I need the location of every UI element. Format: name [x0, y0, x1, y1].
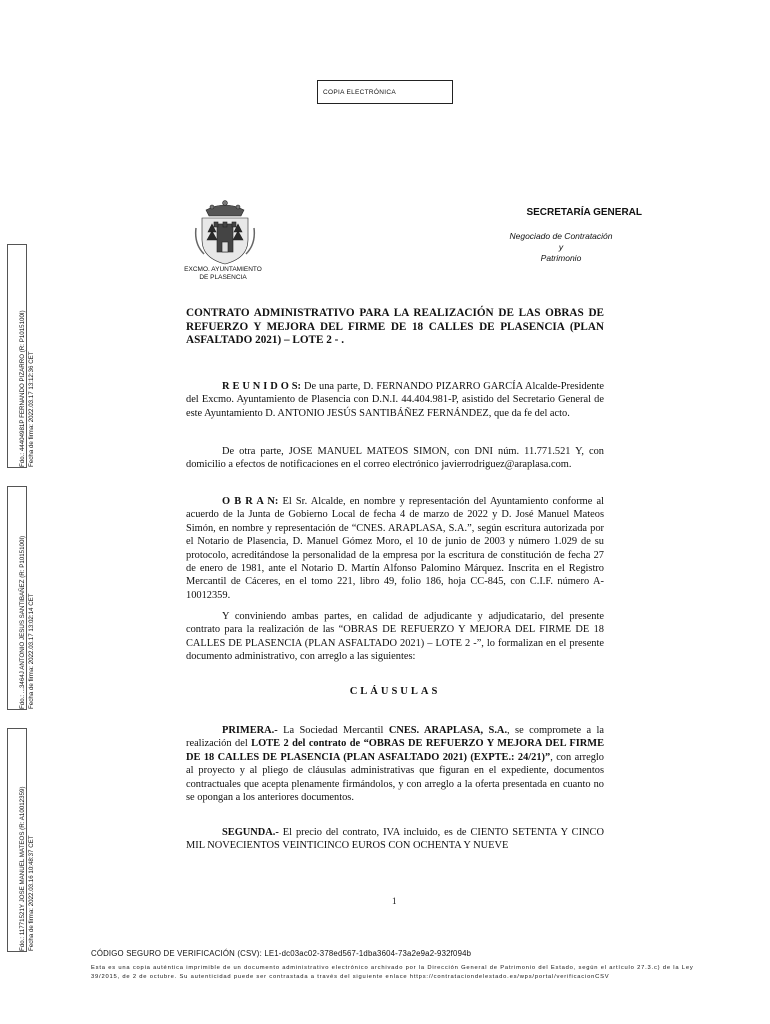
signature-box-2 — [7, 486, 35, 710]
signature-box-1 — [7, 244, 35, 468]
signature-2-date: Fecha de firma: 2022.03.17 13:02:14 CET — [28, 593, 35, 709]
primera-heading: PRIMERA.- — [222, 725, 278, 736]
segunda-text: El precio del contrato, IVA incluido, es de CIENTO SETENTA Y CINCO MIL NOVECIENTOS VEINTICINCO EUROS CON OCHENTA Y NUEVE — [186, 827, 604, 852]
obran-heading: O B R A N: — [222, 496, 279, 507]
signature-1-signer: Fdo.: 44404981P FERNANDO PIZARRO (R: P1015100I) — [19, 310, 26, 467]
primera-contract-name: LOTE 2 del contrato de “OBRAS DE REFUERZO Y MEJORA DEL FIRME DE 18 CALLES DE PLASENCIA (PLAN ASFALTADO 2021) (EXPTE.: 24/21)” — [186, 738, 604, 763]
department-subtitle — [480, 231, 642, 264]
subdept-line-1: Negociado de Contratación — [509, 231, 613, 241]
signature-1-date: Fecha de firma: 2022.03.17 13:12:36 CET — [28, 351, 35, 467]
primera-text-3: , con arreglo al proyecto y al pliego de cláusulas administrativas que figuran en el expediente, documentos contractuales que acepta plenamente firmándolos, y con arreglo a la oferta presentada en cuanto no se opongan a los anteriores documentos. — [186, 751, 605, 804]
document-title: CONTRATO ADMINISTRATIVO PARA LA REALIZACIÓN DE LAS OBRAS DE REFUERZO Y MEJORA DEL FIRME DE 18 CALLES DE PLASENCIA (PLAN ASFALTADO 2021) – LOTE 2 - . — [186, 307, 604, 346]
department-title: SECRETARÍA GENERAL — [526, 207, 642, 218]
crest-caption-line-1: EXCMO. AYUNTAMIENTO — [184, 266, 262, 273]
conviniendo-paragraph: Y conviniendo ambas partes, en calidad de adjudicante y adjudicatario, del presente contrato para la realización de las “OBRAS DE REFUERZO Y MEJORA DEL FIRME DE 18 CALLES DE PLASENCIA (PLAN ASFALTADO 2021) – LOTE 2 -”, lo formalizan en el presente documento administrativo, con arreglo a las siguientes: — [186, 611, 604, 663]
signature-2-signer: Fdo.: ...3464J ANTONIO JESUS SANTIBAÑEZ (R: P1015100I) — [19, 535, 26, 709]
page-number: 1 — [392, 896, 397, 906]
subdept-line-3: Patrimonio — [540, 253, 582, 263]
signature-3 — [18, 786, 36, 951]
segunda-clause — [186, 826, 604, 853]
crest-caption — [178, 266, 268, 282]
footer-note: Esta es una copia auténtica imprimible de un documento administrativo electrónico archivado por la Dirección General de Patrimonio del Estado, según el artículo 27.3.c) de la Ley 39/2015, de 2 de octubre. Su autenticidad puede ser contrastada a través del siguiente enlace https://contrataciondelestado.es/wps/portal/verificacionCSV — [91, 965, 694, 980]
primera-text-2: , se compromete a la realización del — [186, 725, 605, 750]
copy-label: COPIA ELECTRÓNICA — [317, 80, 453, 104]
primera-clause — [186, 724, 604, 804]
otra-parte-paragraph: De otra parte, JOSE MANUEL MATEOS SIMON, con DNI núm. 11.771.521 Y, con domicilio a efectos de notificaciones en el correo electrónico javierrodriguez@araplasa.com. — [186, 446, 604, 471]
reunidos-heading: R E U N I D O S: — [222, 381, 301, 392]
crest-caption-line-2: DE PLASENCIA — [199, 274, 247, 281]
signature-3-date: Fecha de firma: 2022.03.16 10:48:37 CET — [28, 835, 35, 951]
subdept-line-2: y — [558, 242, 564, 252]
obran-paragraph — [186, 495, 604, 602]
csv-code: CÓDIGO SEGURO DE VERIFICACIÓN (CSV): LE1-dc03ac02-378ed567-1dba3604-73a2e9a2-932f094b — [91, 949, 472, 958]
primera-text-1: La Sociedad Mercantil — [277, 725, 389, 736]
clausulas-heading: CLÁUSULAS — [349, 686, 441, 697]
signature-2 — [18, 536, 36, 709]
reunidos-paragraph — [186, 380, 604, 420]
segunda-heading: SEGUNDA.- — [222, 827, 279, 838]
signature-box-3 — [7, 728, 35, 952]
primera-company: CNES. ARAPLASA, S.A. — [388, 725, 508, 736]
signature-3-signer: Fdo.: 11771521Y JOSE MANUEL MATEOS (R: A10012359) — [19, 786, 26, 951]
signature-1 — [18, 310, 36, 467]
obran-text: El Sr. Alcalde, en nombre y representación del Ayuntamiento conforme al acuerdo de la Junta de Gobierno Local de fecha 4 de marzo de 2022 y D. José Manuel Mateos Simón, en nombre y representación de “CNES. ARAPLASA, S.A.”, según escritura autorizada por el Notario de Plasencia, D. Manuel Gómez Moro, el 10 de junio de 2003 y número 1.029 de su protocolo, acreditándose la personalidad de la empresa por la escritura de constitución de fecha 27 de enero de 1981, ante el Notario D. Martín Alfonso Palomino Márquez. Inscrita en el Registro Mercantil de Cáceres, en el tomo 221, libro 49, folio 186, hoja CC-845, con C.I.F. número A-10012359. — [186, 496, 604, 601]
reunidos-text: De una parte, D. FERNANDO PIZARRO GARCÍA Alcalde-Presidente del Excmo. Ayuntamiento de Plasencia con D.N.I. 44.404.981-P, asistido del Secretario General de este Ayuntamiento D. ANTONIO JESÚS SANTIBÁÑEZ FERNÁNDEZ, que da fe del acto. — [186, 381, 604, 419]
